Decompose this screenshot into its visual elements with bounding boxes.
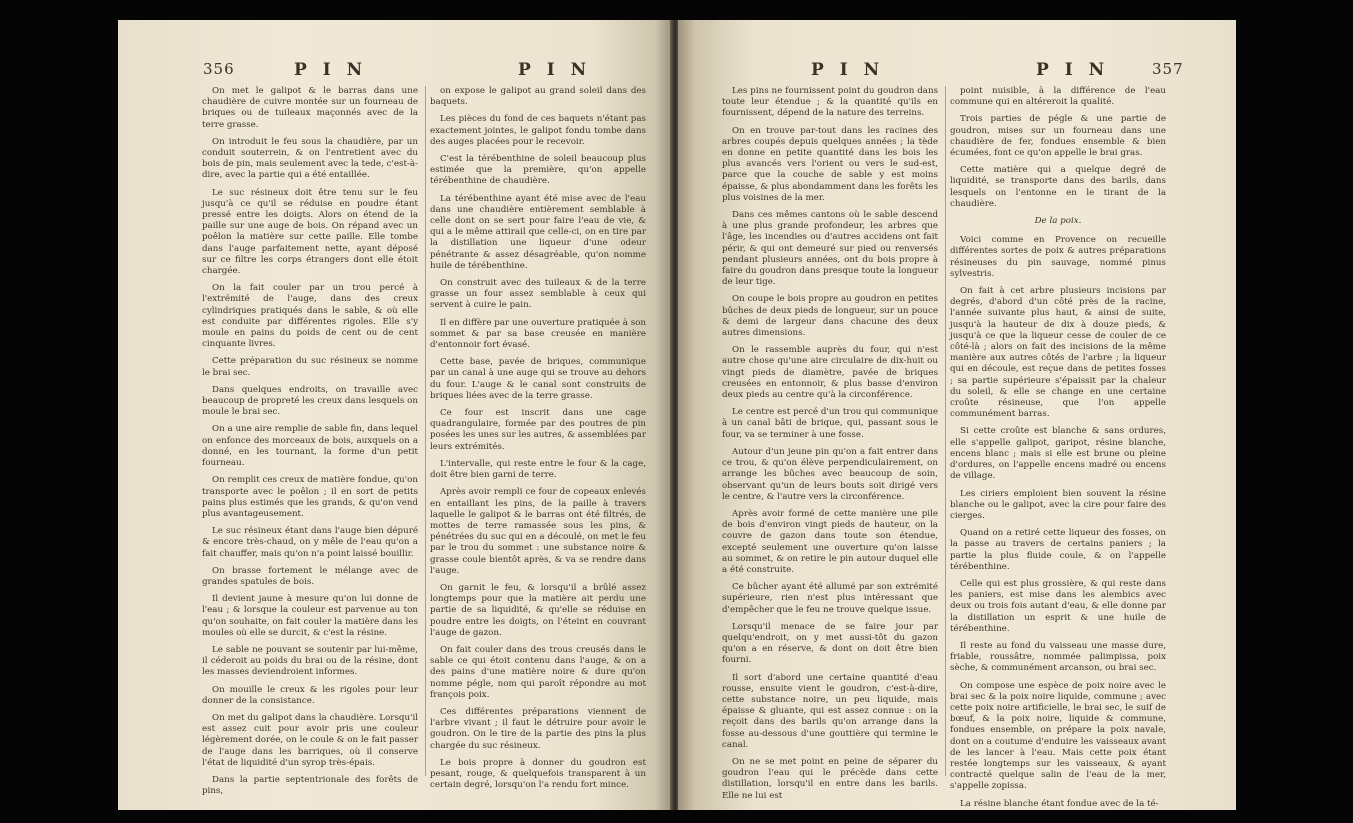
paragraph: Ce four est inscrit dans une cage quadrangulaire, formée par des poutres de pin posées les unes sur les autres, & assemblées par leurs extrémités. <box>430 408 646 452</box>
paragraph: C'est la térébenthine de soleil beaucoup plus estimée que la première, qu'on appelle térébenthine de chaudière. <box>430 154 646 187</box>
paragraph: La térébenthine ayant été mise avec de l'eau dans une chaudière entièrement semblable à celle dont on se sert pour faire l'eau de vie, & qui a le même attirail que celle-ci, on en tire par la distillation une liqueur d'une odeur pénétrante & assez désagréable, qu'on nomme huile de térébenthine. <box>430 193 646 271</box>
page-number-left: 356 <box>203 60 235 78</box>
paragraph: Cette préparation du suc résineux se nomme le brai sec. <box>202 356 418 378</box>
section-heading: De la poix. <box>1034 216 1082 227</box>
paragraph: On met le galipot & le barras dans une chaudière de cuivre montée sur un fourneau de briques ou de tuileaux maçonnés avec de la terre grasse. <box>202 86 418 130</box>
paragraph: on expose le galipot au grand soleil dans des baquets. <box>430 86 646 108</box>
page-number-right: 357 <box>1152 60 1184 78</box>
text-column-left-a <box>202 86 418 803</box>
paragraph: On construit avec des tuileaux & de la terre grasse un four assez semblable à ceux qui servent à cuire le pain. <box>430 278 646 311</box>
paragraph: Le sable ne pouvant se soutenir par lui-même, il céderoit au poids du brai ou de la résine, dont les masses deviendroient informes. <box>202 644 418 678</box>
paragraph: On met du galipot dans la chaudière. Lorsqu'il est assez cuit pour avoir pris une couleur légèrement dorée, on le coule & on le fait passer de l'auge dans les barriques, où il conserve l'état de liquidité d'un syrop très-épais. <box>202 712 418 768</box>
paragraph: Le suc résineux doit être tenu sur le feu jusqu'à ce qu'il se réduise en poudre étant pressé entre les doigts. Alors on étend de la paille sur une auge de bois. On répand avec un poêlon la matière sur cette paille. Elle tombe dans l'auge parfaitement nette, ayant déposé sur ce filtre les corps étrangers dont elle étoit chargée. <box>202 187 418 277</box>
paragraph: Celle qui est plus grossière, & qui reste dans les paniers, est mise dans les alembics avec deux ou trois fois autant d'eau, & elle donne par la distillation un esprit & une huile de térébenthine. <box>950 578 1166 634</box>
paragraph: Il reste au fond du vaisseau une masse dure, friable, roussâtre, nommée palimpissa, poix sèche, & communément arcanson, ou brai sec. <box>950 640 1166 674</box>
paragraph: Les pièces du fond de ces baquets n'étant pas exactement jointes, le galipot fondu tombe dans des auges placées pour le recevoir. <box>430 114 646 147</box>
paragraph: Il sort d'abord une certaine quantité d'eau rousse, ensuite vient le goudron, c'est-à-dire, cette substance noire, un peu liquide, mais épaisse & gluante, qui est assez connue : on la reçoit dans des barils qu'on arrange dans la fosse au-dessous d'une gouttière qui termine le canal. <box>722 672 938 750</box>
paragraph: On remplit ces creux de matière fondue, qu'on transporte avec le poêlon ; il en sort de petits pains plus estimés que les grands, & qu'on vend plus avantageusement. <box>202 475 418 519</box>
paragraph: Le suc résineux étant dans l'auge bien dépuré & encore très-chaud, on y mêle de l'eau qu'on a fait chauffer, mais qu'on n'a point laissé bouillir. <box>202 526 418 559</box>
paragraph: Trois parties de pégle & une partie de goudron, mises sur un fourneau dans une chaudière de fer, fondues ensemble & bien écumées, font ce qu'on appelle le brai gras. <box>950 114 1166 159</box>
paragraph: On introduit le feu sous la chaudière, par un conduit souterrein, & on l'entretient avec du bois de pin, mais seulement avec la tede, c'est-à-dire, avec la partie qui a été entaillée. <box>202 136 418 181</box>
paragraph: Dans quelques endroits, on travaille avec beaucoup de propreté les creux dans lesquels on moule le brai sec. <box>202 384 418 418</box>
paragraph: Le centre est percé d'un trou qui communique à un canal bâti de brique, qui, passant sous le four, va se terminer à une fosse. <box>722 407 938 440</box>
paragraph: Dans ces mêmes cantons où le sable descend à une plus grande profondeur, les arbres que l'âge, les incendies ou d'autres accidens ont fait périr, & qui ont demeuré sur pied ou renversés pendant plusieurs années, ont du bois propre à faire du goudron dans presque toute la longueur de leur tige. <box>722 210 938 288</box>
paragraph: L'intervalle, qui reste entre le four & la cage, doit être bien garni de terre. <box>430 458 646 481</box>
paragraph: Les pins ne fournissent point du goudron dans toute leur étendue ; & la quantité qu'ils en fournissent, dépend de la nature des terreins. <box>722 86 938 119</box>
paragraph: Le bois propre à donner du goudron est pesant, rouge, & quelquefois transparent à un certain degré, lorsqu'on l'a rendu fort mince. <box>430 757 646 791</box>
running-head-left-b: P I N <box>518 60 592 80</box>
open-book <box>118 20 1236 810</box>
right-page <box>678 20 1236 810</box>
paragraph: Il devient jaune à mesure qu'on lui donne de l'eau ; & lorsque la couleur est parvenue au ton qu'on souhaite, on fait couler la matière dans les moules où elle se durcit, & c'est la résine. <box>202 594 418 638</box>
paragraph: On en trouve par-tout dans les racines des arbres coupés depuis quelques années ; la tède en donne en petite quantité dans les bois les plus avancés vers l'orient ou vers le sud-est, parce que la couche de sable y est moins épaisse, & plus abondamment dans les forêts les plus voisines de la mer. <box>722 125 938 203</box>
text-column-right-a <box>722 86 938 808</box>
paragraph: Lorsqu'il menace de se faire jour par quelqu'endroit, on y met aussi-tôt du gazon qu'on a en réserve, & dont on doit être bien fourni. <box>722 621 938 666</box>
paragraph: On la fait couler par un trou percé à l'extrémité de l'auge, dans des creux cylindriques pratiqués dans le sable, & où elle est conduite par différentes rigoles. Elle s'y moule en pains du poids de cent ou de cent cinquante livres. <box>202 283 418 350</box>
paragraph: Cette matière qui a quelque degré de liquidité, se transporte dans des barils, dans lesquels on l'entonne en le tirant de la chaudière. <box>950 165 1166 209</box>
paragraph: On fait couler dans des trous creusés dans le sable ce qui étoit contenu dans l'auge, & on a des pains d'une matière noire & dure qu'on nomme pégle, nom qui paroît répondre au mot françois poix. <box>430 644 646 700</box>
column-rule-right <box>945 86 946 776</box>
paragraph: Cette base, pavée de briques, communique par un canal à une auge qui se trouve au dehors du four. L'auge & le canal sont construits de briques liées avec de la terre grasse. <box>430 357 646 401</box>
paragraph: On mouille le creux & les rigoles pour leur donner de la consistance. <box>202 684 418 706</box>
paragraph: Dans la partie septentrionale des forêts de pins, <box>202 774 418 797</box>
paragraph: On a une aire remplie de sable fin, dans lequel on enfonce des morceaux de bois, auxquels on a donné, en les tournant, la forme d'un petit fourneau. <box>202 424 418 469</box>
paragraph: Il en diffère par une ouverture pratiquée à son sommet & par sa base creusée en manière d'entonnoir fort évasé. <box>430 317 646 351</box>
paragraph: Après avoir formé de cette manière une pile de bois d'environ vingt pieds de hauteur, on la couvre de gazon dans toute son étendue, excepté seulement une ouverture qu'on laisse au sommet, & on retire le pin autour duquel elle a été construite. <box>722 508 938 575</box>
paragraph: Autour d'un jeune pin qu'on a fait entrer dans ce trou, & qu'on élève perpendiculairement, on arrange les bûches avec beaucoup de soin, observant qu'un de leurs bouts soit dirigé vers le centre, & l'autre vers la circonférence. <box>722 446 938 502</box>
paragraph: On coupe le bois propre au goudron en petites bûches de deux pieds de longueur, sur un pouce & demi de largeur dans chacune des deux autres dimensions. <box>722 294 938 339</box>
paragraph: Voici comme en Provence on recueille différentes sortes de poix & autres préparations résineuses du pin sauvage, nommé pinus sylvestris. <box>950 235 1166 279</box>
paragraph: La résine blanche étant fondue avec de la té- <box>960 798 1159 809</box>
paragraph: Après avoir rempli ce four de copeaux enlevés en entaillant les pins, de la paille à travers laquelle le galipot & le barras ont été filtrés, de mottes de terre ramassée sous les pins, & pénétrées du suc qui en a découlé, on met le feu par le trou du sommet : une substance noire & grasse coule bientôt après, & va se rendre dans l'auge. <box>430 487 646 576</box>
paragraph: Si cette croûte est blanche & sans ordures, elle s'appelle galipot, garipot, résine blanche, encens blanc ; mais si elle est brune ou pleine d'ordures, on l'appelle encens madré ou encens de village. <box>950 426 1166 482</box>
text-column-left-b <box>430 86 646 797</box>
running-head-right-b: P I N <box>1036 60 1110 80</box>
running-head-right-a: P I N <box>811 60 885 80</box>
text-column-right-b <box>950 86 1166 810</box>
paragraph: On le rassemble auprès du four, qui n'est autre chose qu'une aire circulaire de dix-huit ou vingt pieds de diamètre, pavée de briques creusées en entonnoir, & plus basse d'environ deux pieds au centre qu'à la circonférence. <box>722 345 938 401</box>
column-rule-left <box>425 86 426 776</box>
left-page <box>118 20 672 810</box>
paragraph: On compose une espèce de poix noire avec le brai sec & la poix noire liquide, commune ; avec cette poix noire artificielle, le brai sec, le suif de bœuf, & la poix noire, liquide & commune, fondues ensemble, on prépare la poix navale, dont on a coutume d'enduire les vaisseaux avant de les lancer à l'eau. Mais cette poix étant restée longtemps sur les vaisseaux, & ayant contracté quelque salin de l'eau de la mer, s'appelle zopissa. <box>950 680 1166 792</box>
paragraph: On garnit le feu, & lorsqu'il a brûlé assez longtemps pour que la matière ait perdu une partie de sa liquidité, & qu'elle se réduise en poudre entre les doigts, on l'éteint en couvrant l'auge de gazon. <box>430 582 646 638</box>
running-head-left-a: P I N <box>294 60 368 80</box>
paragraph: On fait à cet arbre plusieurs incisions par degrés, d'abord d'un côté près de la racine, l'année suivante plus haut, & ainsi de suite, jusqu'à la hauteur de dix à douze pieds, & jusqu'à ce que la liqueur cesse de couler de ce côté-là ; alors on fait des incisions de la même manière aux autres côtés de l'arbre ; la liqueur qui en découle, est reçue dans de petites fosses ; sa partie supérieure s'épaissit par la chaleur du soleil, & elle se change en une certaine croûte résineuse, que l'on appelle communément barras. <box>950 286 1166 420</box>
paragraph: Ces différentes préparations viennent de l'arbre vivant ; il faut le détruire pour avoir le goudron. On le tire de la partie des pins la plus chargée du suc résineux. <box>430 706 646 751</box>
paragraph: Quand on a retiré cette liqueur des fosses, on la passe au travers de certains paniers ; la partie la plus fluide coule, & on l'appelle térébenthine. <box>950 528 1166 572</box>
paragraph: On ne se met point en peine de séparer du goudron l'eau qui le précède dans cette distillation, lorsqu'il en entre dans les barils. Elle ne lui est <box>722 756 938 801</box>
paragraph: Les ciriers emploient bien souvent la résine blanche ou le galipot, avec la cire pour faire des cierges. <box>950 488 1166 521</box>
paragraph: On brasse fortement le mélange avec de grandes spatules de bois. <box>202 565 418 587</box>
paragraph: Ce bûcher ayant été allumé par son extrémité supérieure, rien n'est plus intéressant que d'empêcher que le feu ne trouve quelque issue. <box>722 582 938 615</box>
paragraph: point nuisible, à la différence de l'eau commune qui en altéreroit la qualité. <box>950 86 1166 108</box>
